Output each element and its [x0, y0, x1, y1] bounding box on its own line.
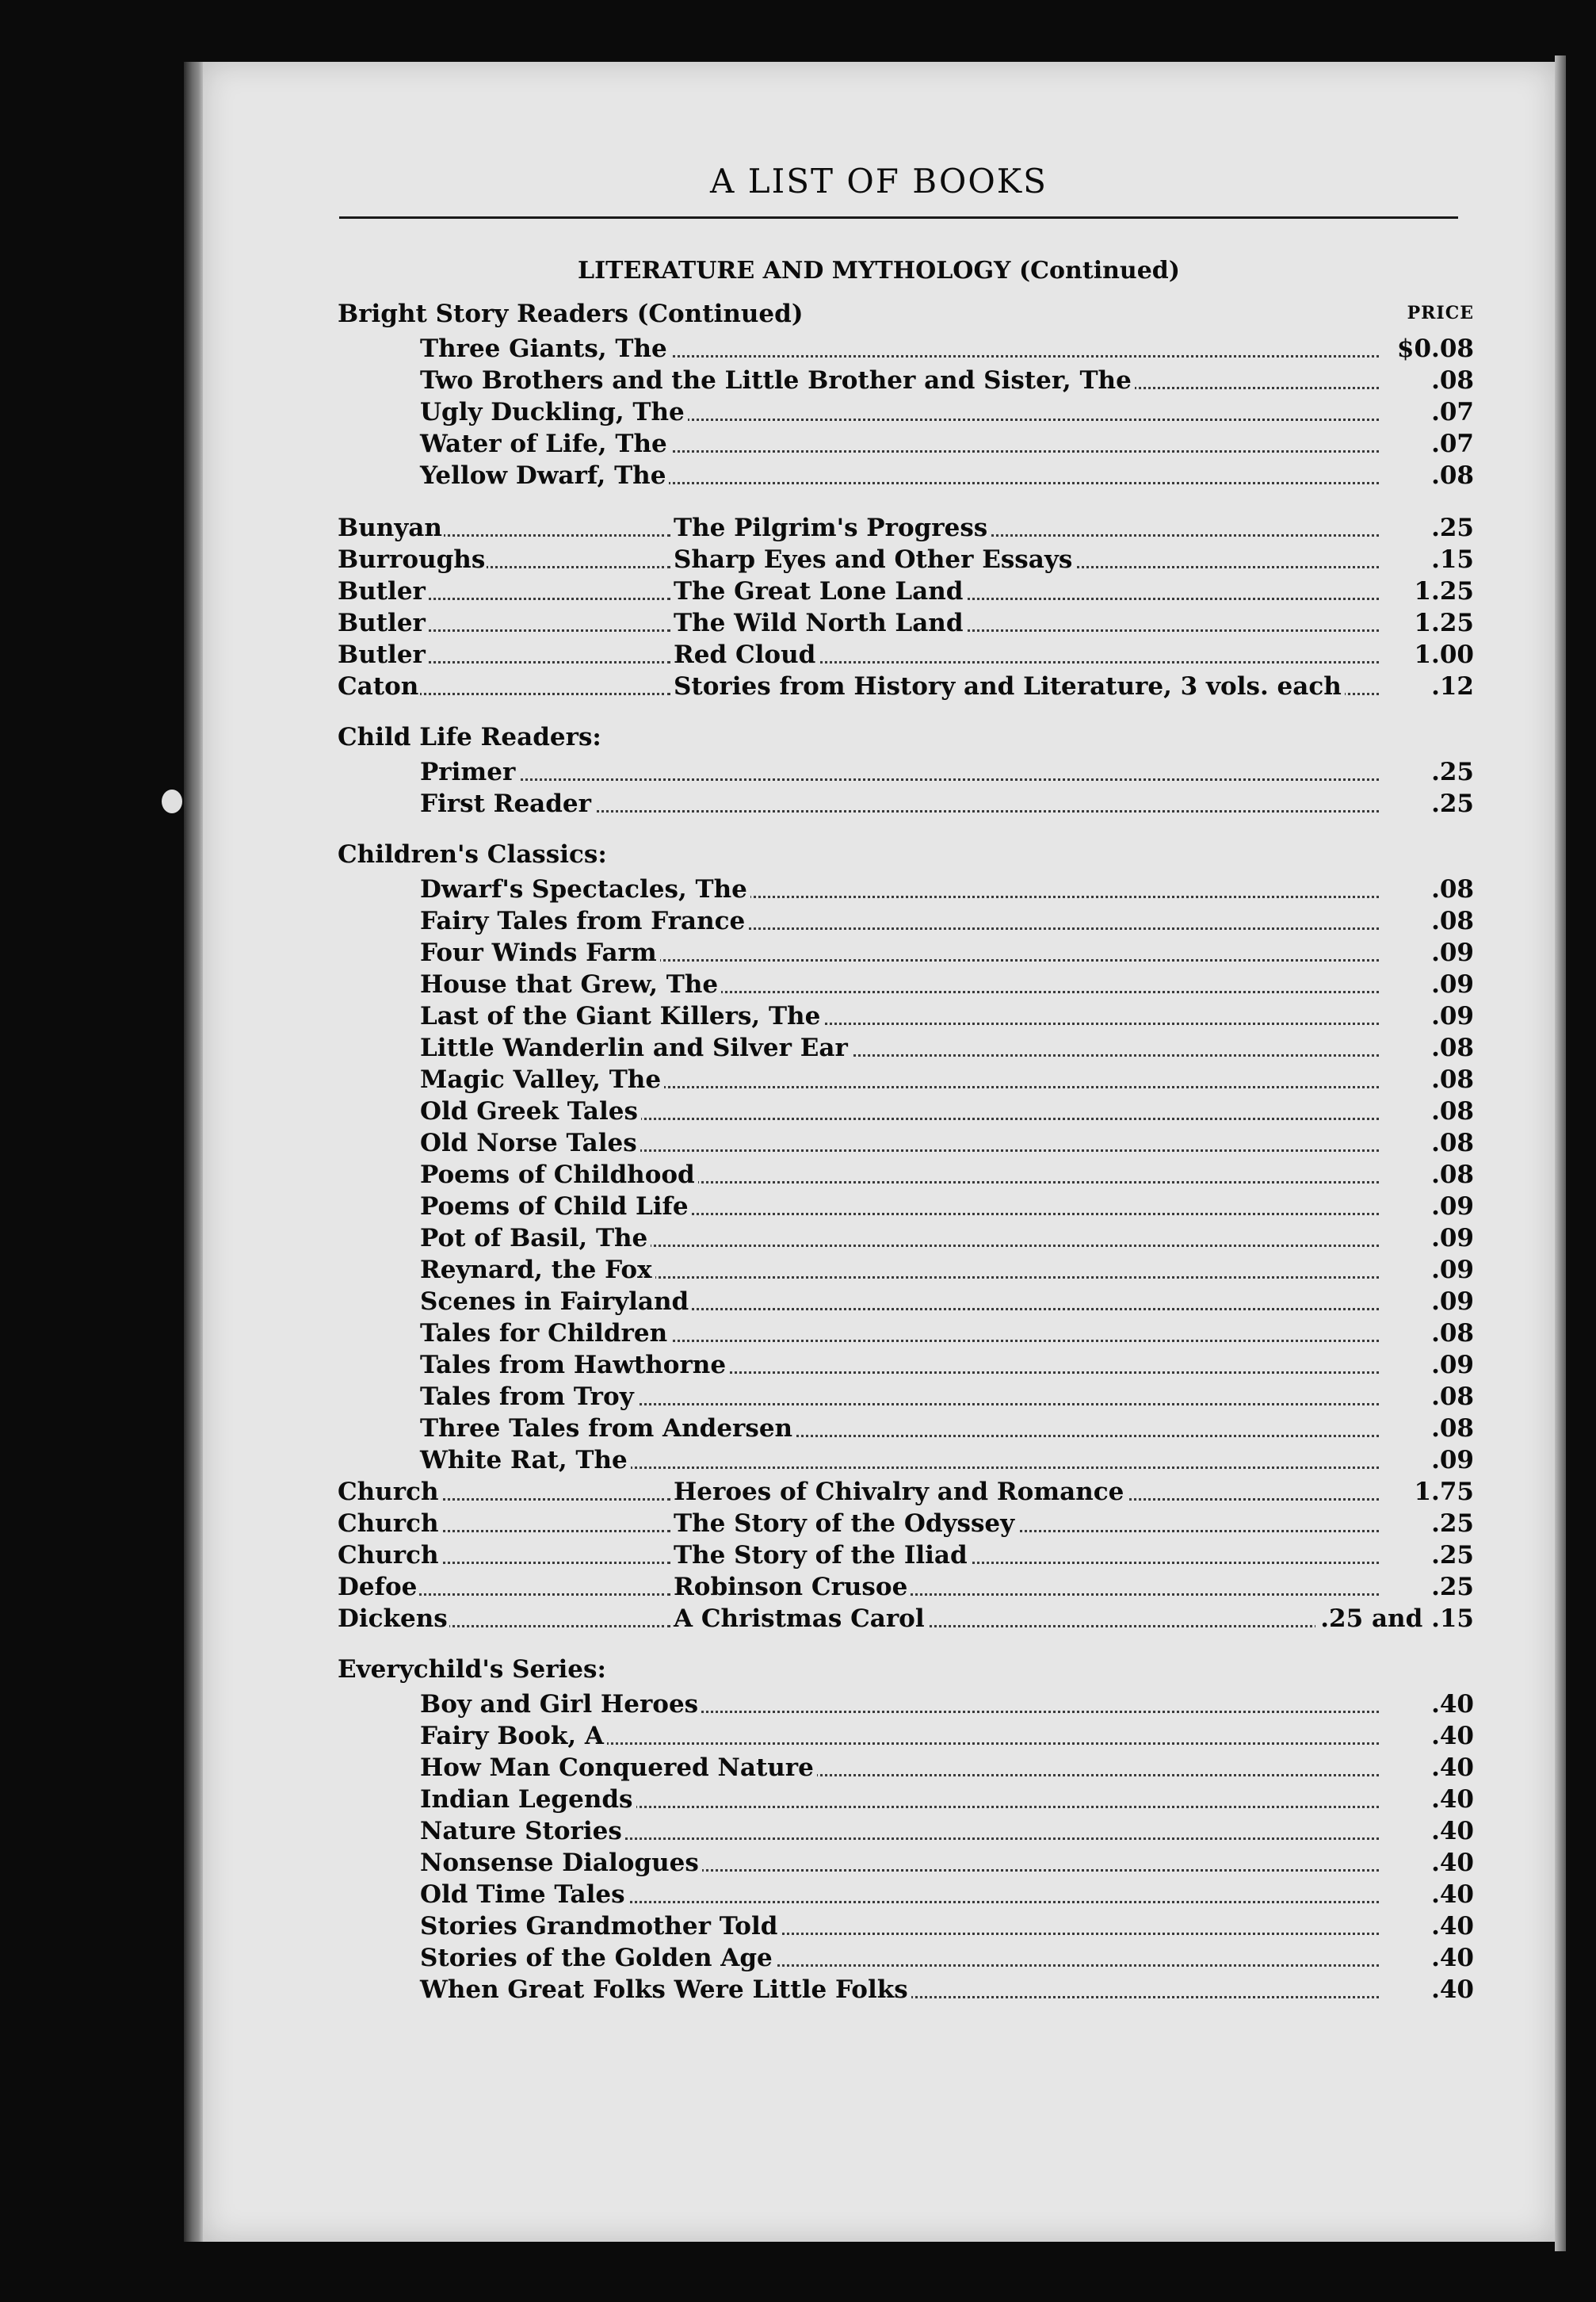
series-heading [338, 723, 1474, 756]
book-title: Reynard, the Fox [420, 1256, 655, 1284]
page-speck [162, 790, 182, 813]
book-title: The Story of the Iliad [674, 1541, 971, 1570]
book-price: .40 [1426, 1849, 1474, 1877]
book-price: .09 [1426, 970, 1474, 999]
book-title: The Wild North Land [674, 609, 967, 637]
book-title: Three Giants, The [420, 335, 670, 363]
author-entry [338, 639, 1474, 671]
book-title: Old Time Tales [420, 1880, 628, 1909]
book-title: Robinson Crusoe [674, 1573, 911, 1601]
book-title: Yellow Dwarf, The [420, 461, 669, 490]
book-entry [338, 1254, 1474, 1286]
book-title: Tales for Children [420, 1319, 670, 1348]
series-heading [338, 840, 1474, 874]
book-title: First Reader [420, 790, 594, 818]
book-price: .07 [1426, 398, 1474, 426]
price-column-header: PRICE [1407, 303, 1474, 323]
book-title: The Great Lone Land [674, 577, 966, 606]
book-price: .25 [1426, 758, 1474, 786]
book-price: .09 [1426, 1224, 1474, 1252]
book-entry [338, 1286, 1474, 1317]
section-title-text: LITERATURE AND MYTHOLOGY [578, 257, 1011, 285]
book-title: Nonsense Dialogues [420, 1849, 702, 1877]
book-entry [338, 333, 1474, 365]
section-title [203, 257, 1555, 285]
series-heading-text: Child Life Readers: [338, 723, 601, 751]
book-entry [338, 1096, 1474, 1127]
book-title: Indian Legends [420, 1785, 636, 1814]
author-entry [338, 512, 1474, 544]
book-price: .08 [1426, 1319, 1474, 1348]
author-name: Church [338, 1478, 439, 1506]
book-price: .08 [1426, 1161, 1474, 1189]
book-price: .07 [1426, 430, 1474, 458]
book-entry [338, 1720, 1474, 1752]
page-edge [1555, 55, 1566, 2251]
author-name: Church [338, 1509, 439, 1538]
book-entry [338, 1910, 1474, 1942]
book-page [203, 62, 1555, 2242]
book-title: Water of Life, The [420, 430, 670, 458]
author-entry [338, 1508, 1474, 1539]
block-spacer [338, 491, 1474, 512]
book-title: Poems of Childhood [420, 1161, 698, 1189]
book-entry [338, 1815, 1474, 1847]
book-price: .09 [1426, 1192, 1474, 1221]
book-price: .40 [1426, 1722, 1474, 1750]
book-title: Tales from Hawthorne [420, 1351, 729, 1379]
book-price: .08 [1426, 1129, 1474, 1157]
book-price: .08 [1426, 461, 1474, 490]
book-entry [338, 1191, 1474, 1222]
running-head: A LIST OF BOOKS [710, 162, 1048, 201]
author-entry [338, 576, 1474, 607]
book-title: When Great Folks Were Little Folks [420, 1975, 911, 2004]
book-list [338, 300, 1474, 2006]
book-title: Heroes of Chivalry and Romance [674, 1478, 1127, 1506]
book-title: Stories of the Golden Age [420, 1944, 776, 1972]
book-entry [338, 1847, 1474, 1879]
book-title: White Rat, The [420, 1446, 631, 1474]
book-price: 1.00 [1409, 641, 1474, 669]
book-entry [338, 365, 1474, 396]
book-title: House that Grew, The [420, 970, 721, 999]
series-heading [338, 300, 1474, 333]
book-entry [338, 396, 1474, 428]
book-price: .09 [1426, 1351, 1474, 1379]
author-name: Bunyan [338, 514, 442, 542]
book-price: .08 [1426, 1414, 1474, 1443]
book-entry [338, 1752, 1474, 1784]
author-name: Church [338, 1541, 439, 1570]
book-title: Sharp Eyes and Other Essays [674, 545, 1075, 574]
book-entry [338, 937, 1474, 969]
book-title: Pot of Basil, The [420, 1224, 651, 1252]
series-heading-text: Bright Story Readers (Continued) [338, 300, 804, 328]
book-title: Scenes in Fairyland [420, 1287, 692, 1316]
book-title: Old Greek Tales [420, 1097, 641, 1126]
book-entry [338, 1942, 1474, 1974]
head-rule [339, 216, 1458, 219]
book-title: Magic Valley, The [420, 1065, 664, 1094]
book-title: Two Brothers and the Little Brother and Sister, The [420, 366, 1135, 395]
book-price: .09 [1426, 1287, 1474, 1316]
book-title: Old Norse Tales [420, 1129, 640, 1157]
book-price: .25 [1426, 1541, 1474, 1570]
block-spacer [338, 702, 1474, 723]
book-entry [338, 1879, 1474, 1910]
book-title: Red Cloud [674, 641, 819, 669]
book-price: .08 [1426, 907, 1474, 935]
author-name: Butler [338, 577, 426, 606]
book-price: .40 [1426, 1817, 1474, 1845]
book-price: 1.25 [1409, 577, 1474, 606]
book-title: How Man Conquered Nature [420, 1753, 817, 1782]
series-heading-text: Children's Classics: [338, 840, 607, 869]
author-entry [338, 1476, 1474, 1508]
book-entry [338, 1784, 1474, 1815]
book-entry [338, 1222, 1474, 1254]
book-title: Tales from Troy [420, 1382, 637, 1411]
book-price: .09 [1426, 1446, 1474, 1474]
book-entry [338, 1127, 1474, 1159]
book-title: Fairy Book, A [420, 1722, 607, 1750]
book-title: Little Wanderlin and Silver Ear [420, 1034, 851, 1062]
book-title: Nature Stories [420, 1817, 625, 1845]
book-price: .09 [1426, 1002, 1474, 1031]
book-entry [338, 969, 1474, 1000]
author-name: Burroughs [338, 545, 486, 574]
book-entry [338, 874, 1474, 905]
book-title: Ugly Duckling, The [420, 398, 688, 426]
book-entry [338, 1000, 1474, 1032]
book-price: .08 [1426, 366, 1474, 395]
book-title: The Pilgrim's Progress [674, 514, 991, 542]
book-title: Three Tales from Andersen [420, 1414, 796, 1443]
book-title: The Story of the Odyssey [674, 1509, 1018, 1538]
book-entry [338, 1444, 1474, 1476]
author-entry [338, 1571, 1474, 1603]
book-price: .09 [1426, 1256, 1474, 1284]
book-entry [338, 788, 1474, 820]
book-title: Primer [420, 758, 518, 786]
book-price: .09 [1426, 939, 1474, 967]
book-entry [338, 905, 1474, 937]
author-entry [338, 1539, 1474, 1571]
author-entry [338, 544, 1474, 576]
book-price: .08 [1426, 875, 1474, 904]
book-price: .40 [1426, 1690, 1474, 1719]
book-price: .25 and .15 [1315, 1604, 1474, 1633]
author-name: Caton [338, 672, 419, 701]
book-price: .08 [1426, 1382, 1474, 1411]
book-price: .08 [1426, 1065, 1474, 1094]
author-entry [338, 607, 1474, 639]
series-heading [338, 1655, 1474, 1688]
block-spacer [338, 1635, 1474, 1655]
book-price: .25 [1426, 790, 1474, 818]
book-price: .15 [1426, 545, 1474, 574]
book-title: Fairy Tales from France [420, 907, 748, 935]
book-price: .40 [1426, 1880, 1474, 1909]
book-entry [338, 1159, 1474, 1191]
book-entry [338, 1688, 1474, 1720]
book-entry [338, 1413, 1474, 1444]
book-price: .25 [1426, 1573, 1474, 1601]
book-title: Last of the Giant Killers, The [420, 1002, 823, 1031]
book-price: .12 [1426, 672, 1474, 701]
block-spacer [338, 820, 1474, 840]
author-entry [338, 1603, 1474, 1635]
book-price: .08 [1426, 1097, 1474, 1126]
book-price: .40 [1426, 1753, 1474, 1782]
book-price: .25 [1426, 514, 1474, 542]
author-name: Dickens [338, 1604, 448, 1633]
dot-leader [420, 778, 1379, 781]
author-name: Butler [338, 641, 426, 669]
book-entry [338, 1381, 1474, 1413]
book-title: Poems of Child Life [420, 1192, 692, 1221]
book-entry [338, 1032, 1474, 1064]
book-title: Boy and Girl Heroes [420, 1690, 701, 1719]
book-price: 1.25 [1409, 609, 1474, 637]
author-name: Defoe [338, 1573, 418, 1601]
page-binding-shadow [184, 62, 204, 2242]
book-entry [338, 1349, 1474, 1381]
book-title: Dwarf's Spectacles, The [420, 875, 750, 904]
author-name: Butler [338, 609, 426, 637]
book-price: .25 [1426, 1509, 1474, 1538]
section-continued: (Continued) [1018, 257, 1180, 285]
book-price: $0.08 [1392, 335, 1474, 363]
book-entry [338, 460, 1474, 491]
book-price: .40 [1426, 1912, 1474, 1941]
book-title: Four Winds Farm [420, 939, 660, 967]
book-title: Stories Grandmother Told [420, 1912, 781, 1941]
book-entry [338, 428, 1474, 460]
series-heading-text: Everychild's Series: [338, 1655, 606, 1684]
book-price: .40 [1426, 1785, 1474, 1814]
book-entry [338, 756, 1474, 788]
book-entry [338, 1317, 1474, 1349]
book-price: .08 [1426, 1034, 1474, 1062]
book-title: A Christmas Carol [674, 1604, 928, 1633]
book-entry [338, 1974, 1474, 2006]
book-price: .40 [1426, 1944, 1474, 1972]
book-entry [338, 1064, 1474, 1096]
author-entry [338, 671, 1474, 702]
book-price: 1.75 [1409, 1478, 1474, 1506]
book-title: Stories from History and Literature, 3 vols. each [674, 672, 1345, 701]
book-price: .40 [1426, 1975, 1474, 2004]
